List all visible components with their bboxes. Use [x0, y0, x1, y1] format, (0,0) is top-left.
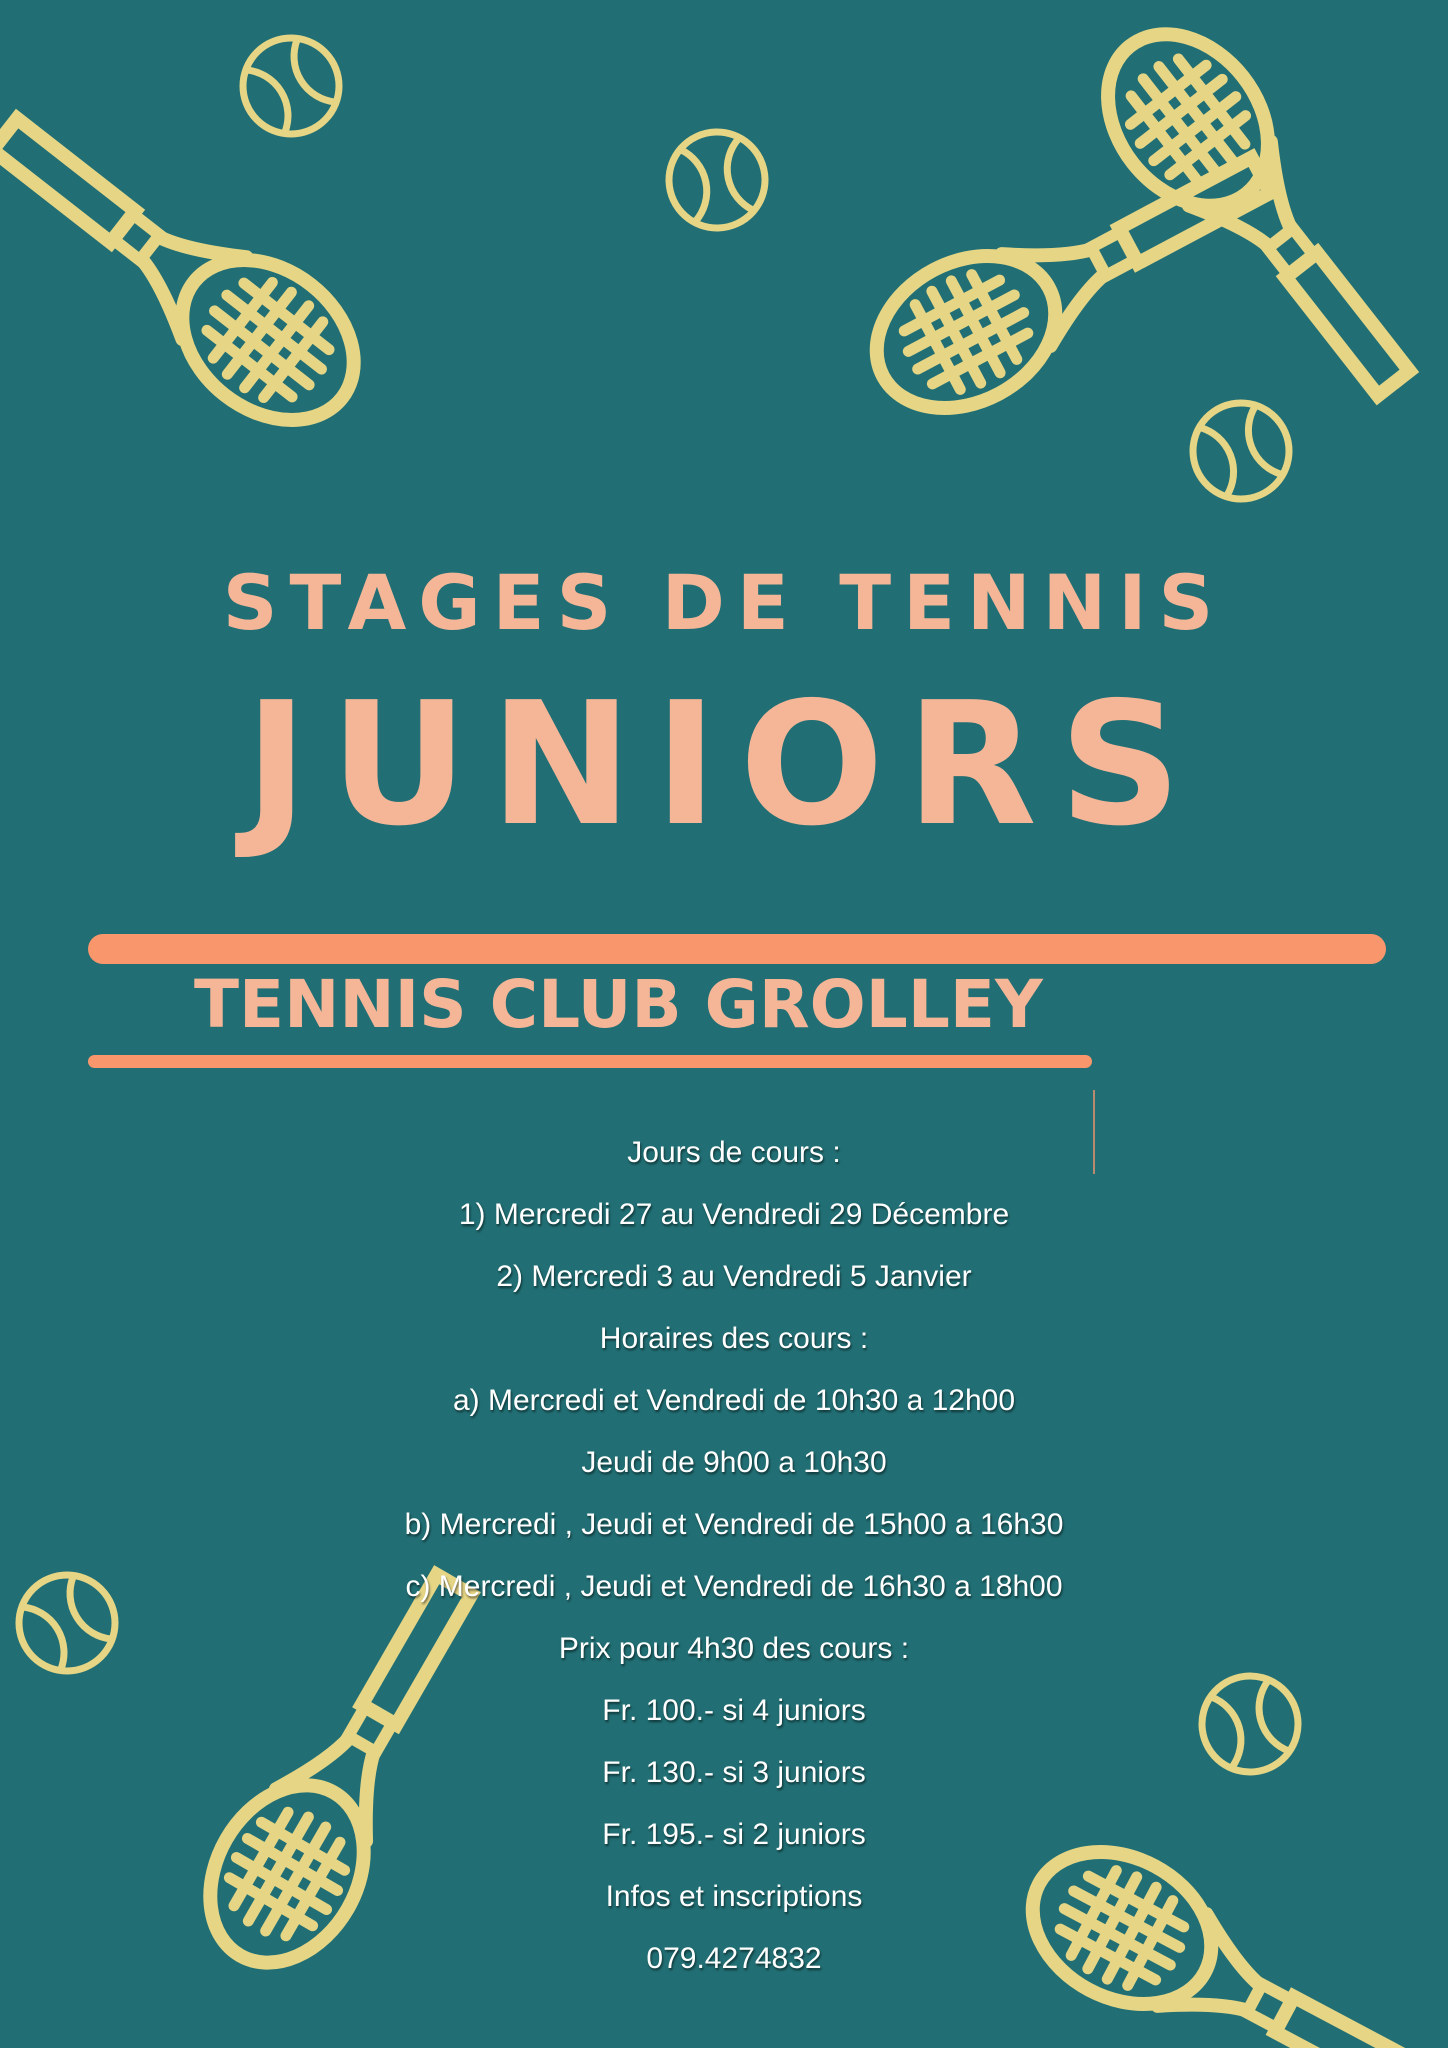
contact-label: Infos et inscriptions — [605, 1880, 863, 1913]
slot-a-thursday: Jeudi de 9h00 a 10h30 — [581, 1446, 887, 1479]
racket-icon — [0, 79, 385, 453]
days-heading: Jours de cours : — [627, 1136, 841, 1169]
divider-bar-top — [88, 934, 1386, 964]
contact-phone: 079.4274832 — [646, 1942, 822, 1975]
price-4-juniors: Fr. 100.- si 4 juniors — [602, 1694, 866, 1727]
slot-c: c) Mercredi , Jeudi et Vendredi de 16h30 a 18h00 — [405, 1570, 1063, 1603]
title-juniors: JUNIORS — [244, 666, 1204, 864]
info-block — [250, 1122, 1218, 1990]
slot-b: b) Mercredi , Jeudi et Vendredi de 15h00 a 16h30 — [404, 1508, 1064, 1541]
club-name: TENNIS CLUB GROLLEY — [194, 966, 1043, 1043]
tennis-ball-icon — [655, 118, 778, 241]
tennis-ball-icon — [19, 1575, 115, 1671]
tennis-ball-icon — [1185, 395, 1296, 506]
hours-heading: Horaires des cours : — [599, 1322, 869, 1355]
price-3-juniors: Fr. 130.- si 3 juniors — [602, 1756, 866, 1789]
price-2-juniors: Fr. 195.- si 2 juniors — [602, 1818, 866, 1851]
day-2: 2) Mercredi 3 au Vendredi 5 Janvier — [496, 1260, 972, 1293]
slot-a: a) Mercredi et Vendredi de 10h30 a 12h00 — [452, 1384, 1016, 1417]
divider-bar-bottom — [88, 1055, 1092, 1068]
title-stages: STAGES DE TENNIS — [222, 558, 1226, 647]
tennis-ball-icon — [243, 38, 339, 134]
day-1: 1) Mercredi 27 au Vendredi 29 Décembre — [458, 1198, 1010, 1231]
price-heading: Prix pour 4h30 des cours : — [558, 1632, 910, 1665]
